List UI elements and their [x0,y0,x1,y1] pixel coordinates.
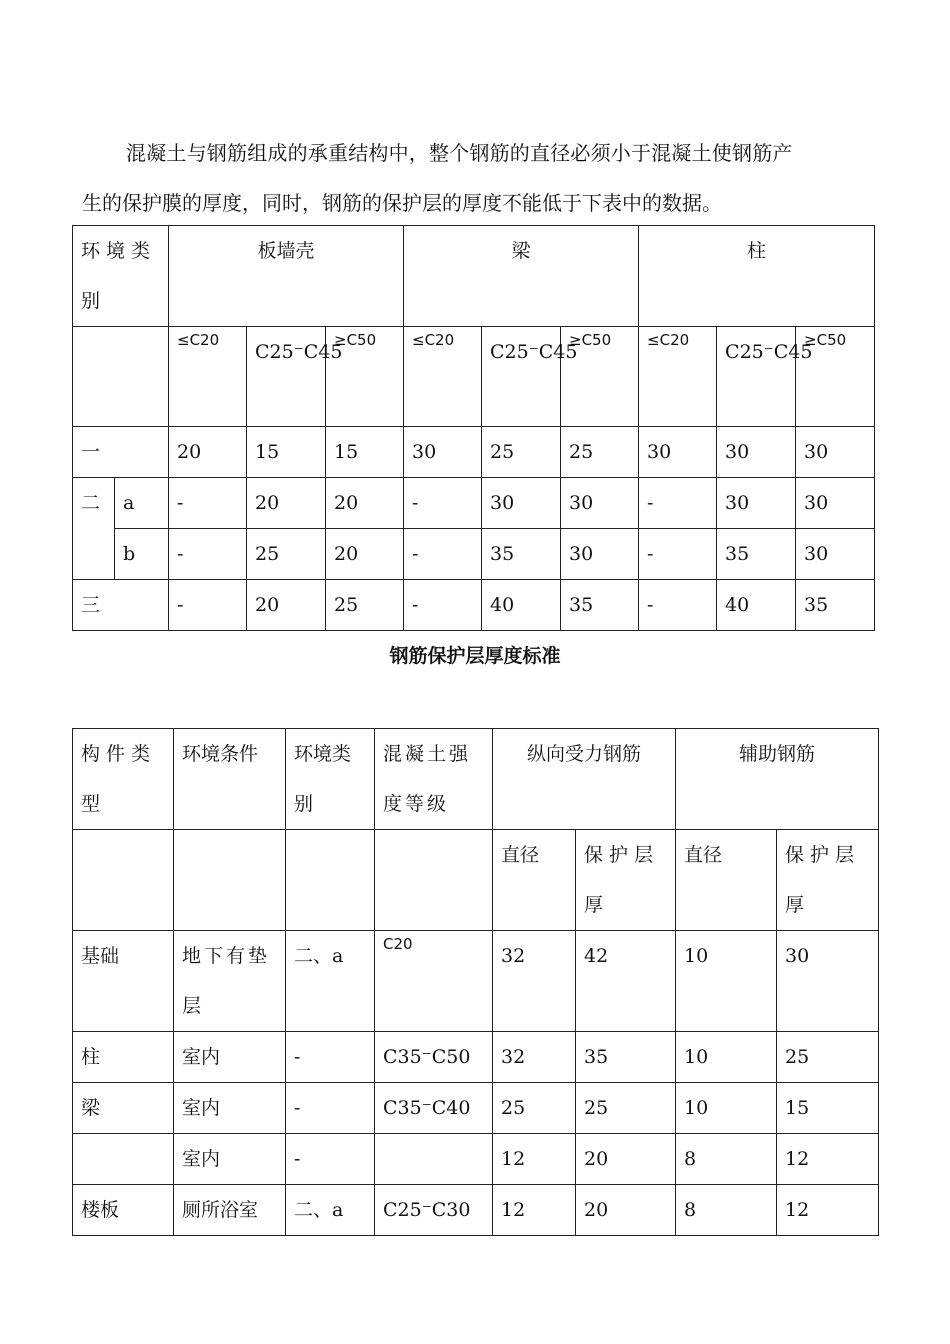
concrete-grade-header: 混凝土强度等级 [375,729,493,830]
diameter-subheader: 直径 [493,830,576,931]
table-cell: 25 [326,580,404,631]
table-cell: 30 [717,478,796,529]
table-cell: 30 [717,427,796,478]
table-cell: - [404,478,482,529]
table-row [73,478,875,529]
row-label: 一 [73,427,169,478]
table-cell: 12 [493,1134,576,1185]
grade-subheader: ≤C20 [169,327,247,427]
table-cell: 30 [639,427,717,478]
concrete-grade: C35⁻C50 [375,1032,493,1083]
table-cell: 25 [482,427,561,478]
env-condition-header: 环境条件 [174,729,286,830]
env-category: 二、a [286,1185,375,1236]
intro-line-1: 混凝土与钢筋组成的承重结构中，整个钢筋的直径必须小于混凝土使钢筋产 [126,141,793,165]
table-cell: 40 [482,580,561,631]
table-cell: 20 [169,427,247,478]
table-cell: 32 [493,931,576,1032]
component-type: 梁 [73,1083,174,1134]
table-cell: 10 [676,931,777,1032]
row-sublabel: b [115,529,169,580]
table-cell: 25 [561,427,639,478]
table-cell: 20 [247,580,326,631]
column-header: 柱 [639,226,875,327]
table-cell: 35 [482,529,561,580]
table-cell: - [169,580,247,631]
table-cell: 30 [561,529,639,580]
component-type: 柱 [73,1032,174,1083]
table-cell: 20 [247,478,326,529]
intro-paragraph [82,128,882,228]
env-category: - [286,1134,375,1185]
table-cell: 12 [777,1134,879,1185]
env-condition: 室内 [174,1083,286,1134]
table-row [73,1032,879,1083]
env-category: - [286,1032,375,1083]
grade-subheader: ≥C50 [561,327,639,427]
intro-line-2: 生的保护膜的厚度，同时，钢筋的保护层的厚度不能低于下表中的数据。 [82,191,722,215]
blank-subheader [286,830,375,931]
diameter-subheader: 直径 [676,830,777,931]
concrete-grade: C25⁻C30 [375,1185,493,1236]
env-category: - [286,1083,375,1134]
table-cell: 25 [777,1032,879,1083]
main-rebar-header: 纵向受力钢筋 [493,729,676,830]
table-cell: 8 [676,1134,777,1185]
env-condition: 地下有垫层 [174,931,286,1032]
table-cell: 15 [247,427,326,478]
table-cell: 42 [576,931,676,1032]
table-row [73,1134,879,1185]
table-cell: 30 [796,529,875,580]
component-type: 基础 [73,931,174,1032]
env-condition: 室内 [174,1134,286,1185]
table-cell: 12 [777,1185,879,1236]
table-cell: 30 [482,478,561,529]
table-cell: - [404,529,482,580]
table-cell: 25 [247,529,326,580]
table-cell: 10 [676,1032,777,1083]
table-cell: - [404,580,482,631]
table-cell: 35 [561,580,639,631]
component-type-header: 构件类型 [73,729,174,830]
beam-header: 梁 [404,226,639,327]
table-cell: 35 [576,1032,676,1083]
table-cell: 30 [561,478,639,529]
grade-subheader: ≤C20 [404,327,482,427]
table-cell: - [639,478,717,529]
table-cell: 8 [676,1185,777,1236]
table-row [73,529,875,580]
table-cell: - [639,580,717,631]
table-cell: 20 [576,1134,676,1185]
table-cell: 10 [676,1083,777,1134]
cover-subheader: 保护层厚 [576,830,676,931]
table-cell: 15 [326,427,404,478]
table-cell: 30 [777,931,879,1032]
concrete-grade [375,1134,493,1185]
concrete-grade: C20 [375,931,493,1032]
component-cover-table [72,728,879,1236]
grade-subheader: ≤C20 [639,327,717,427]
grade-subheader: C25⁻C45 [717,327,796,427]
table-cell: 30 [404,427,482,478]
table-row [73,580,875,631]
blank-subheader [174,830,286,931]
grade-subheader: C25⁻C45 [482,327,561,427]
env-category-header: 环境类别 [286,729,375,830]
env-category: 二、a [286,931,375,1032]
grade-subheader: C25⁻C45 [247,327,326,427]
table-row [73,1185,879,1236]
table-row [73,931,879,1032]
row-sublabel: a [115,478,169,529]
aux-rebar-header: 辅助钢筋 [676,729,879,830]
table-cell: 32 [493,1032,576,1083]
table-cell: 30 [796,427,875,478]
blank-subheader [73,327,169,427]
table-cell: 25 [576,1083,676,1134]
table-caption: 钢筋保护层厚度标准 [389,645,561,667]
cover-subheader: 保护层厚 [777,830,879,931]
grade-subheader: ≥C50 [326,327,404,427]
grade-subheader: ≥C50 [796,327,875,427]
component-type [73,1134,174,1185]
table-cell: 40 [717,580,796,631]
component-type: 楼板 [73,1185,174,1236]
table-cell: 12 [493,1185,576,1236]
table-row [73,1083,879,1134]
table-cell: 25 [493,1083,576,1134]
table-row [73,427,875,478]
table-cell: 30 [796,478,875,529]
table-cell: - [639,529,717,580]
table-cell: 20 [326,478,404,529]
table-cell: 15 [777,1083,879,1134]
table-cell: 35 [717,529,796,580]
table-cell: - [169,478,247,529]
table-cell: - [169,529,247,580]
table-cell: 35 [796,580,875,631]
env-category-header: 环境类别 [73,226,169,327]
blank-subheader [375,830,493,931]
cover-thickness-table [72,225,875,631]
slab-wall-shell-header: 板墙壳 [169,226,404,327]
env-condition: 厕所浴室 [174,1185,286,1236]
row-label: 三 [73,580,169,631]
env-condition: 室内 [174,1032,286,1083]
concrete-grade: C35⁻C40 [375,1083,493,1134]
row-label: 二 [73,478,115,580]
table-cell: 20 [576,1185,676,1236]
blank-subheader [73,830,174,931]
table-cell: 20 [326,529,404,580]
